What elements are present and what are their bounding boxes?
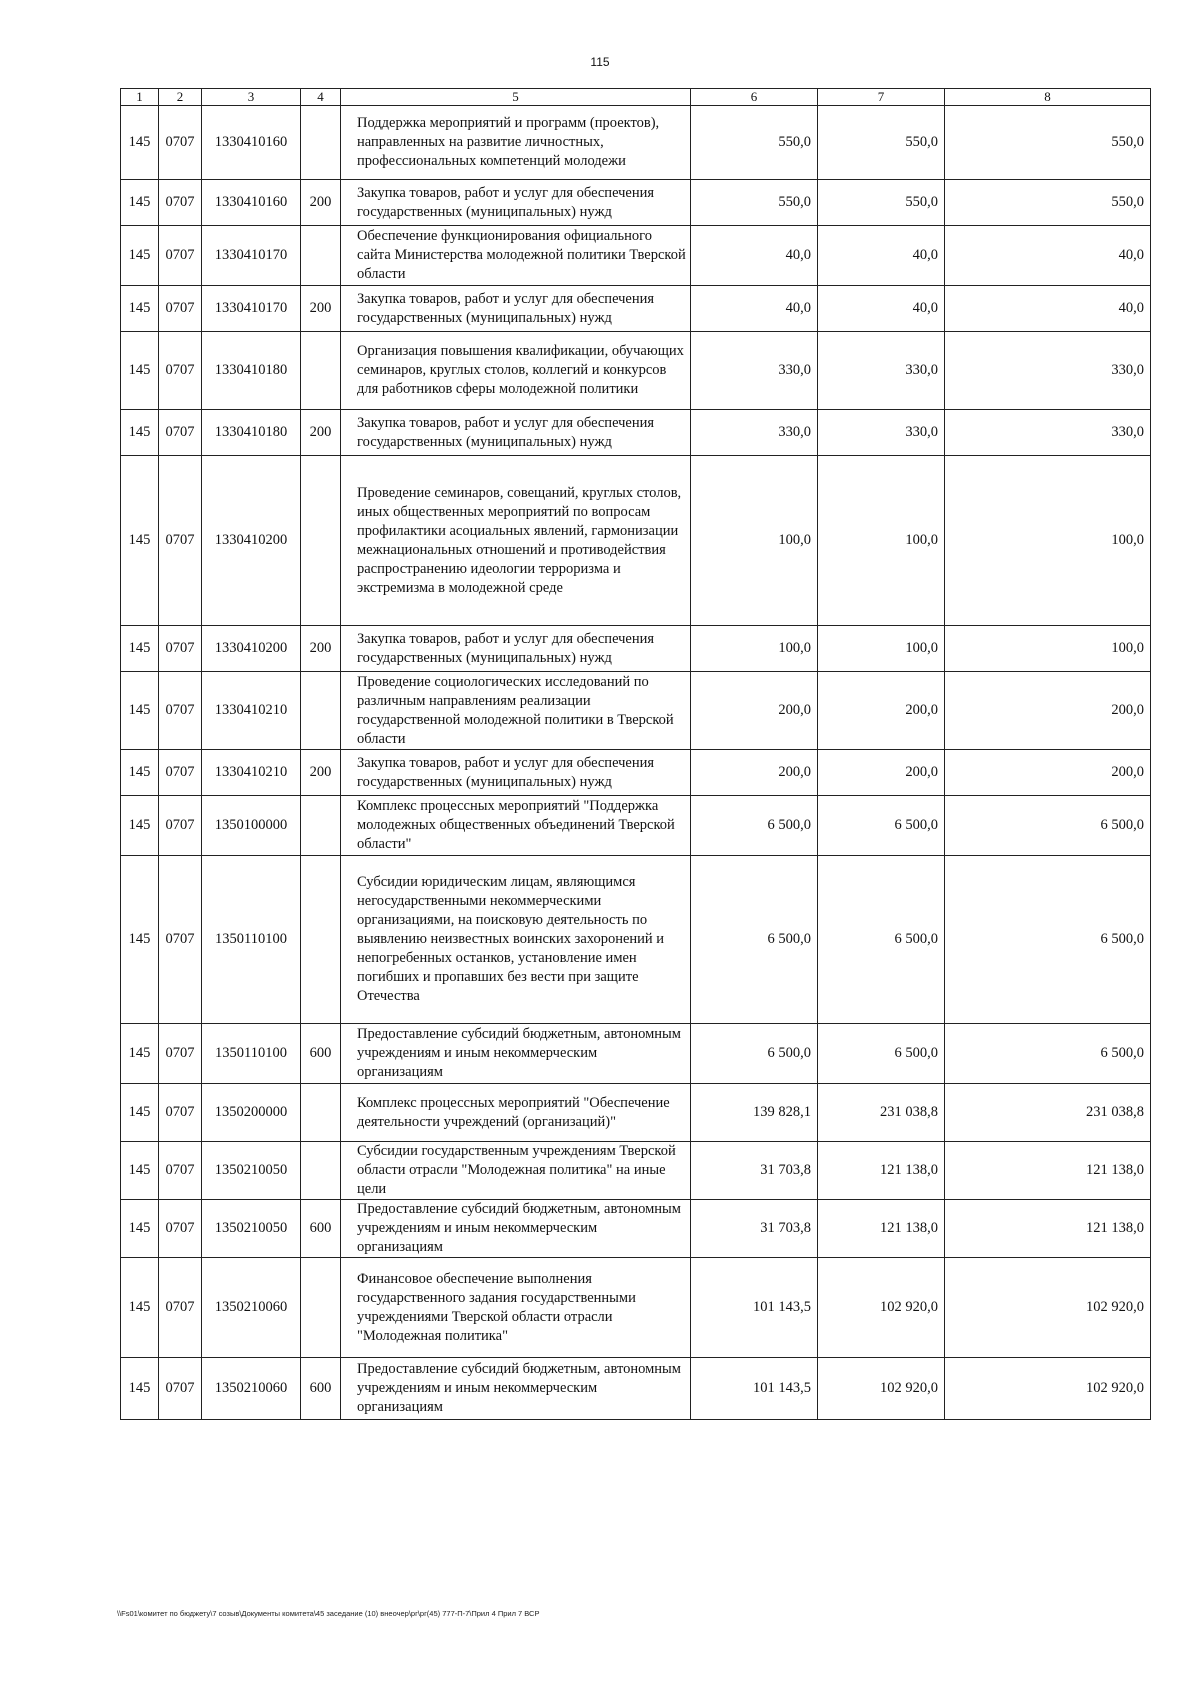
table-cell-col-7: 330,0 bbox=[818, 410, 945, 456]
table-cell-col-2: 0707 bbox=[159, 410, 202, 456]
table-cell-col-6: 6 500,0 bbox=[691, 1024, 818, 1084]
table-cell-col-1: 145 bbox=[121, 672, 159, 750]
table-cell-col-5: Субсидии юридическим лицам, являющимся негосударственными некоммерческими организациями, на поисковую деятельность по выявлению неизвестных воинских захоронений и непогребенных останков, установление имен погибших и пропавших без вести при защите Отечества bbox=[341, 856, 691, 1024]
table-cell-col-2: 0707 bbox=[159, 750, 202, 796]
table-row bbox=[121, 1200, 1151, 1258]
table-cell-col-1: 145 bbox=[121, 856, 159, 1024]
budget-table bbox=[120, 88, 1151, 1420]
table-cell-col-3: 1330410160 bbox=[202, 106, 301, 180]
table-cell-col-7: 40,0 bbox=[818, 286, 945, 332]
table-cell-col-7: 231 038,8 bbox=[818, 1084, 945, 1142]
table-cell-col-6: 550,0 bbox=[691, 106, 818, 180]
table-cell-col-4 bbox=[301, 456, 341, 626]
table-row bbox=[121, 1024, 1151, 1084]
table-row bbox=[121, 180, 1151, 226]
table-cell-col-2: 0707 bbox=[159, 1024, 202, 1084]
table-cell-col-1: 145 bbox=[121, 1024, 159, 1084]
table-row bbox=[121, 1084, 1151, 1142]
table-cell-col-5: Обеспечение функционирования официального сайта Министерства молодежной политики Тверской области bbox=[341, 226, 691, 286]
table-cell-col-4: 200 bbox=[301, 180, 341, 226]
table-cell-col-3: 1330410170 bbox=[202, 286, 301, 332]
table-cell-col-4: 200 bbox=[301, 626, 341, 672]
table-row bbox=[121, 410, 1151, 456]
table-cell-col-7: 102 920,0 bbox=[818, 1358, 945, 1420]
table-cell-col-3: 1350210050 bbox=[202, 1142, 301, 1200]
table-cell-col-3: 1350110100 bbox=[202, 1024, 301, 1084]
header-cell: 6 bbox=[691, 89, 818, 106]
table-cell-col-8: 200,0 bbox=[945, 672, 1151, 750]
table-cell-col-2: 0707 bbox=[159, 286, 202, 332]
table-cell-col-1: 145 bbox=[121, 1200, 159, 1258]
table-cell-col-8: 330,0 bbox=[945, 410, 1151, 456]
table-cell-col-3: 1350210060 bbox=[202, 1258, 301, 1358]
table-cell-col-6: 6 500,0 bbox=[691, 796, 818, 856]
table-cell-col-2: 0707 bbox=[159, 1200, 202, 1258]
table-cell-col-1: 145 bbox=[121, 796, 159, 856]
table-cell-col-5: Закупка товаров, работ и услуг для обеспечения государственных (муниципальных) нужд bbox=[341, 750, 691, 796]
table-cell-col-7: 550,0 bbox=[818, 180, 945, 226]
table-cell-col-5: Закупка товаров, работ и услуг для обеспечения государственных (муниципальных) нужд bbox=[341, 410, 691, 456]
table-cell-col-6: 6 500,0 bbox=[691, 856, 818, 1024]
table-cell-col-6: 200,0 bbox=[691, 750, 818, 796]
table-cell-col-8: 330,0 bbox=[945, 332, 1151, 410]
table-cell-col-7: 40,0 bbox=[818, 226, 945, 286]
table-cell-col-1: 145 bbox=[121, 626, 159, 672]
table-cell-col-2: 0707 bbox=[159, 180, 202, 226]
table-row bbox=[121, 796, 1151, 856]
table-cell-col-6: 100,0 bbox=[691, 456, 818, 626]
table-cell-col-6: 40,0 bbox=[691, 226, 818, 286]
table-cell-col-4 bbox=[301, 1142, 341, 1200]
table-cell-col-5: Субсидии государственным учреждениям Тверской области отрасли "Молодежная политика" на иные цели bbox=[341, 1142, 691, 1200]
table-cell-col-3: 1330410200 bbox=[202, 456, 301, 626]
table-cell-col-3: 1330410180 bbox=[202, 332, 301, 410]
table-cell-col-5: Предоставление субсидий бюджетным, автономным учреждениям и иным некоммерческим организациям bbox=[341, 1200, 691, 1258]
table-row bbox=[121, 1142, 1151, 1200]
table-cell-col-4: 200 bbox=[301, 410, 341, 456]
table-cell-col-2: 0707 bbox=[159, 332, 202, 410]
table-row bbox=[121, 286, 1151, 332]
table-row bbox=[121, 226, 1151, 286]
table-cell-col-1: 145 bbox=[121, 226, 159, 286]
table-cell-col-7: 550,0 bbox=[818, 106, 945, 180]
table-cell-col-1: 145 bbox=[121, 1142, 159, 1200]
table-cell-col-7: 6 500,0 bbox=[818, 1024, 945, 1084]
table-cell-col-4: 600 bbox=[301, 1024, 341, 1084]
header-cell: 4 bbox=[301, 89, 341, 106]
table-cell-col-7: 121 138,0 bbox=[818, 1142, 945, 1200]
header-row bbox=[121, 89, 1151, 106]
table-cell-col-8: 231 038,8 bbox=[945, 1084, 1151, 1142]
table-cell-col-1: 145 bbox=[121, 456, 159, 626]
table-cell-col-5: Закупка товаров, работ и услуг для обеспечения государственных (муниципальных) нужд bbox=[341, 180, 691, 226]
table-cell-col-7: 100,0 bbox=[818, 626, 945, 672]
table-row bbox=[121, 1258, 1151, 1358]
table-body bbox=[121, 106, 1151, 1420]
table-cell-col-6: 139 828,1 bbox=[691, 1084, 818, 1142]
table-row bbox=[121, 750, 1151, 796]
table-cell-col-3: 1330410200 bbox=[202, 626, 301, 672]
table-cell-col-5: Предоставление субсидий бюджетным, автономным учреждениям и иным некоммерческим организациям bbox=[341, 1358, 691, 1420]
table-cell-col-1: 145 bbox=[121, 332, 159, 410]
table-row bbox=[121, 332, 1151, 410]
table-cell-col-1: 145 bbox=[121, 180, 159, 226]
table-cell-col-7: 200,0 bbox=[818, 672, 945, 750]
table-cell-col-2: 0707 bbox=[159, 856, 202, 1024]
table-cell-col-5: Комплекс процессных мероприятий "Поддержка молодежных общественных объединений Тверской области" bbox=[341, 796, 691, 856]
table-cell-col-3: 1350100000 bbox=[202, 796, 301, 856]
table-cell-col-8: 102 920,0 bbox=[945, 1358, 1151, 1420]
table-cell-col-5: Закупка товаров, работ и услуг для обеспечения государственных (муниципальных) нужд bbox=[341, 626, 691, 672]
table-cell-col-1: 145 bbox=[121, 410, 159, 456]
table-cell-col-3: 1330410210 bbox=[202, 750, 301, 796]
table-cell-col-3: 1330410160 bbox=[202, 180, 301, 226]
table-cell-col-4 bbox=[301, 1084, 341, 1142]
table-row bbox=[121, 456, 1151, 626]
table-cell-col-4 bbox=[301, 796, 341, 856]
table-cell-col-1: 145 bbox=[121, 1258, 159, 1358]
table-cell-col-3: 1330410180 bbox=[202, 410, 301, 456]
table-cell-col-3: 1350110100 bbox=[202, 856, 301, 1024]
table-cell-col-2: 0707 bbox=[159, 1084, 202, 1142]
table-cell-col-8: 100,0 bbox=[945, 626, 1151, 672]
table-cell-col-1: 145 bbox=[121, 750, 159, 796]
table-cell-col-5: Проведение семинаров, совещаний, круглых столов, иных общественных мероприятий по вопросам профилактики асоциальных явлений, гармонизации межнациональных отношений и противодействия распространению идеологии терроризма и экстремизма в молодежной среде bbox=[341, 456, 691, 626]
header-cell: 1 bbox=[121, 89, 159, 106]
page-number: 115 bbox=[590, 55, 610, 69]
table-cell-col-4 bbox=[301, 332, 341, 410]
table-cell-col-8: 6 500,0 bbox=[945, 796, 1151, 856]
table-cell-col-5: Предоставление субсидий бюджетным, автономным учреждениям и иным некоммерческим организациям bbox=[341, 1024, 691, 1084]
table-cell-col-5: Комплекс процессных мероприятий "Обеспечение деятельности учреждений (организаций)" bbox=[341, 1084, 691, 1142]
table-cell-col-4 bbox=[301, 856, 341, 1024]
table-cell-col-5: Поддержка мероприятий и программ (проектов), направленных на развитие личностных, профессиональных компетенций молодежи bbox=[341, 106, 691, 180]
table-cell-col-2: 0707 bbox=[159, 226, 202, 286]
header-cell: 2 bbox=[159, 89, 202, 106]
table-cell-col-6: 101 143,5 bbox=[691, 1358, 818, 1420]
table-cell-col-8: 550,0 bbox=[945, 180, 1151, 226]
table-cell-col-2: 0707 bbox=[159, 456, 202, 626]
table-cell-col-2: 0707 bbox=[159, 1142, 202, 1200]
table-cell-col-6: 200,0 bbox=[691, 672, 818, 750]
table-cell-col-1: 145 bbox=[121, 106, 159, 180]
table-cell-col-6: 330,0 bbox=[691, 410, 818, 456]
table-header bbox=[121, 89, 1151, 106]
table-cell-col-2: 0707 bbox=[159, 796, 202, 856]
table-cell-col-8: 121 138,0 bbox=[945, 1142, 1151, 1200]
table-cell-col-8: 102 920,0 bbox=[945, 1258, 1151, 1358]
table-cell-col-7: 200,0 bbox=[818, 750, 945, 796]
table-row bbox=[121, 672, 1151, 750]
table-cell-col-1: 145 bbox=[121, 1084, 159, 1142]
table-cell-col-3: 1350210060 bbox=[202, 1358, 301, 1420]
table-cell-col-6: 101 143,5 bbox=[691, 1258, 818, 1358]
table-cell-col-6: 100,0 bbox=[691, 626, 818, 672]
table-cell-col-1: 145 bbox=[121, 286, 159, 332]
table-cell-col-6: 31 703,8 bbox=[691, 1200, 818, 1258]
table-cell-col-7: 330,0 bbox=[818, 332, 945, 410]
table-cell-col-8: 200,0 bbox=[945, 750, 1151, 796]
table-row bbox=[121, 626, 1151, 672]
table-cell-col-8: 40,0 bbox=[945, 286, 1151, 332]
table-cell-col-8: 40,0 bbox=[945, 226, 1151, 286]
table-cell-col-4 bbox=[301, 226, 341, 286]
table-cell-col-8: 100,0 bbox=[945, 456, 1151, 626]
table-cell-col-5: Проведение социологических исследований по различным направлениям реализации государственной молодежной политики в Тверской области bbox=[341, 672, 691, 750]
table-cell-col-6: 40,0 bbox=[691, 286, 818, 332]
table-cell-col-2: 0707 bbox=[159, 626, 202, 672]
table-cell-col-5: Закупка товаров, работ и услуг для обеспечения государственных (муниципальных) нужд bbox=[341, 286, 691, 332]
table-cell-col-2: 0707 bbox=[159, 1258, 202, 1358]
footer-file-path: \\Fs01\комитет по бюджету\7 созыв\Документы комитета\45 заседание (10) внеочер\рг\рг(45) 777-П-7\Прил 4 Прил 7 ВСР bbox=[117, 1609, 540, 1618]
table-cell-col-3: 1330410210 bbox=[202, 672, 301, 750]
table-cell-col-4: 600 bbox=[301, 1358, 341, 1420]
table-cell-col-5: Финансовое обеспечение выполнения государственного задания государственными учреждениями Тверской области отрасли "Молодежная политика" bbox=[341, 1258, 691, 1358]
table-cell-col-4: 200 bbox=[301, 286, 341, 332]
table-cell-col-6: 550,0 bbox=[691, 180, 818, 226]
header-cell: 3 bbox=[202, 89, 301, 106]
table-cell-col-2: 0707 bbox=[159, 1358, 202, 1420]
table-cell-col-7: 100,0 bbox=[818, 456, 945, 626]
table-cell-col-2: 0707 bbox=[159, 106, 202, 180]
table-cell-col-4 bbox=[301, 106, 341, 180]
table-row bbox=[121, 106, 1151, 180]
table-cell-col-6: 330,0 bbox=[691, 332, 818, 410]
table-cell-col-3: 1350200000 bbox=[202, 1084, 301, 1142]
header-cell: 5 bbox=[341, 89, 691, 106]
header-cell: 8 bbox=[945, 89, 1151, 106]
table-cell-col-2: 0707 bbox=[159, 672, 202, 750]
table-cell-col-7: 102 920,0 bbox=[818, 1258, 945, 1358]
table-row bbox=[121, 1358, 1151, 1420]
table-cell-col-7: 6 500,0 bbox=[818, 796, 945, 856]
table-row bbox=[121, 856, 1151, 1024]
table-cell-col-4 bbox=[301, 1258, 341, 1358]
table-cell-col-8: 6 500,0 bbox=[945, 856, 1151, 1024]
table-cell-col-4: 600 bbox=[301, 1200, 341, 1258]
table-cell-col-6: 31 703,8 bbox=[691, 1142, 818, 1200]
header-cell: 7 bbox=[818, 89, 945, 106]
table-cell-col-4: 200 bbox=[301, 750, 341, 796]
table-cell-col-7: 6 500,0 bbox=[818, 856, 945, 1024]
table-cell-col-3: 1350210050 bbox=[202, 1200, 301, 1258]
table-cell-col-8: 121 138,0 bbox=[945, 1200, 1151, 1258]
table-cell-col-4 bbox=[301, 672, 341, 750]
table-cell-col-1: 145 bbox=[121, 1358, 159, 1420]
table-cell-col-7: 121 138,0 bbox=[818, 1200, 945, 1258]
table-cell-col-5: Организация повышения квалификации, обучающих семинаров, круглых столов, коллегий и конкурсов для работников сферы молодежной политики bbox=[341, 332, 691, 410]
table-cell-col-3: 1330410170 bbox=[202, 226, 301, 286]
table-cell-col-8: 550,0 bbox=[945, 106, 1151, 180]
table-cell-col-8: 6 500,0 bbox=[945, 1024, 1151, 1084]
